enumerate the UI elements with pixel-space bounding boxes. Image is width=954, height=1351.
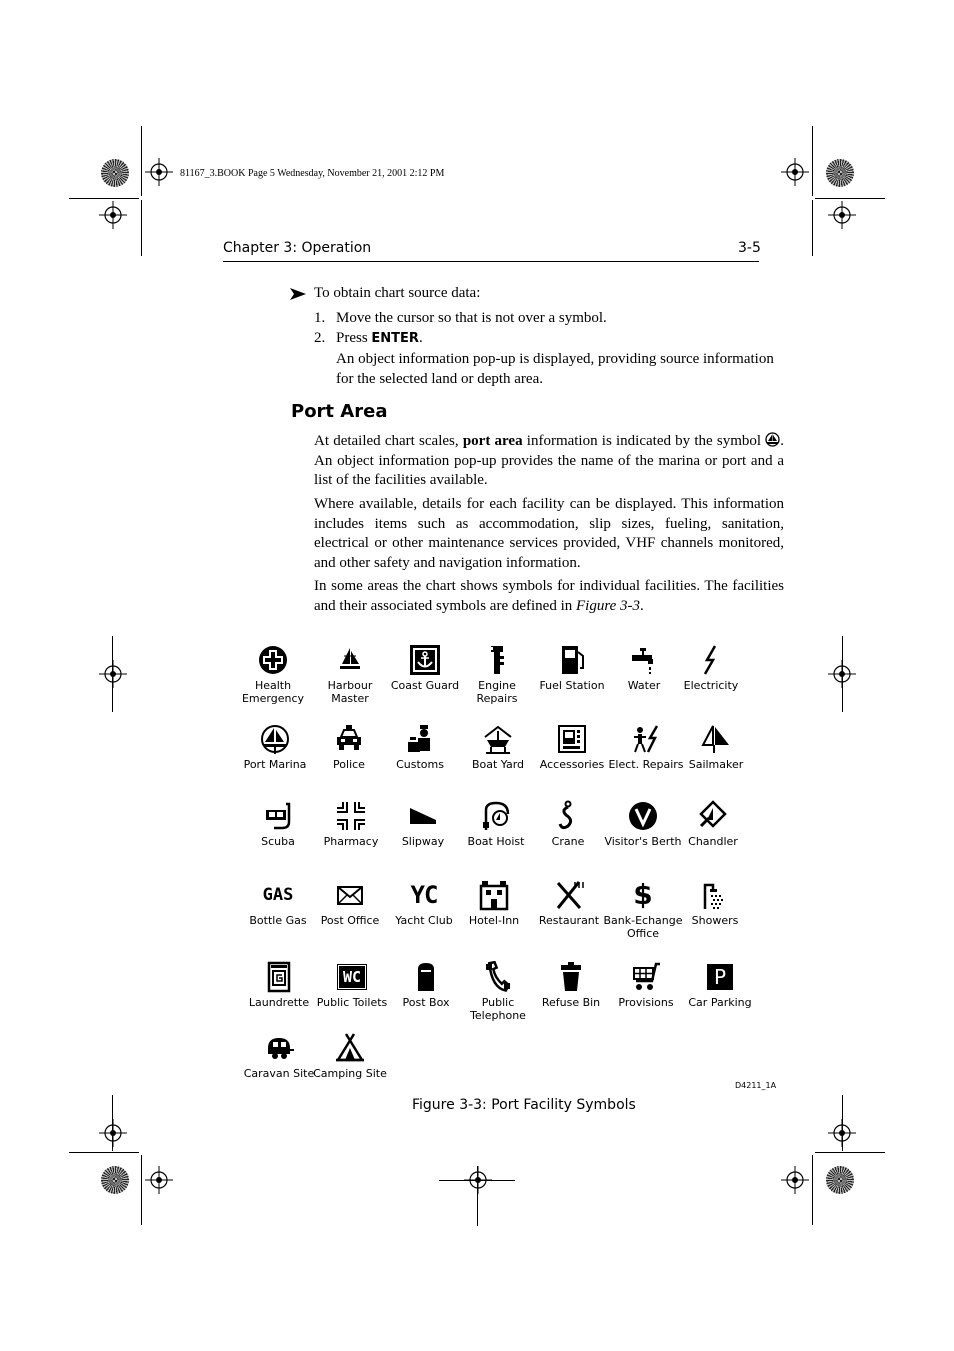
icon-label: Pharmacy: [323, 835, 379, 848]
section-title: Port Area: [291, 401, 388, 422]
icon-label: Accessories: [539, 758, 605, 771]
registration-mark-icon: [99, 1119, 127, 1147]
icon-label: Boat Hoist: [467, 835, 525, 848]
fuel-station-icon: [556, 644, 588, 676]
telephone-icon: [482, 961, 514, 993]
icon-label: Restaurant: [538, 914, 600, 927]
paragraph: [314, 577, 784, 616]
electrical-repairs-icon: [630, 723, 662, 755]
registration-mark-icon: [828, 660, 856, 688]
caravan-icon: [263, 1032, 295, 1064]
boat-hoist-icon: [480, 800, 512, 832]
icon-label: Water: [627, 679, 661, 692]
icon-label: Provisions: [618, 996, 674, 1009]
shopping-cart-icon: [630, 961, 662, 993]
step-text-suffix: .: [418, 330, 423, 346]
chandler-icon: [697, 800, 729, 832]
icon-label: Post Box: [402, 996, 450, 1009]
wc-glyph: WC: [339, 966, 365, 988]
sailmaker-icon: [700, 723, 732, 755]
washing-machine-icon: [263, 961, 295, 993]
icon-label: Yacht Club: [395, 914, 453, 927]
paragraph-text: In some areas the chart shows symbols for individual facilities. The facilities and their associated symbols are defined in: [314, 578, 784, 614]
registration-mark-icon: [145, 158, 173, 186]
color-dial-icon: [826, 159, 854, 187]
facility-sailmaker: [671, 723, 761, 771]
registration-mark-icon: [99, 201, 127, 229]
facility-electricity: [666, 644, 756, 692]
icon-label: Health Emergency: [241, 679, 305, 705]
facility-showers: [670, 879, 760, 927]
registration-mark-icon: [99, 660, 127, 688]
registration-mark-icon: [781, 158, 809, 186]
registration-mark-icon: [828, 201, 856, 229]
icon-label: Hotel-Inn: [468, 914, 520, 927]
icon-label: Fuel Station: [539, 679, 605, 692]
icon-label: Chandler: [688, 835, 738, 848]
tent-icon: [334, 1032, 366, 1064]
health-emergency-icon: [257, 644, 289, 676]
facility-camping-site: [305, 1032, 395, 1080]
facility-car-parking: [675, 961, 765, 1009]
icon-label: Car Parking: [688, 996, 752, 1009]
color-dial-icon: [101, 159, 129, 187]
shower-icon: [699, 879, 731, 911]
lightning-icon: [695, 644, 727, 676]
icon-label: Coast Guard: [390, 679, 460, 692]
icon-label: Public Toilets: [316, 996, 388, 1009]
yc-glyph-icon: YC: [410, 881, 438, 909]
refuse-bin-icon: [555, 961, 587, 993]
step-detail: An object information pop-up is displayed, providing source information for the selected land or depth area.: [336, 351, 774, 387]
figure-caption: Figure 3-3: Port Facility Symbols: [412, 1097, 636, 1113]
figure-code: D4211_1A: [735, 1081, 777, 1090]
harbour-master-icon: [334, 644, 366, 676]
paragraph-text: At detailed chart scales,: [314, 433, 459, 449]
pharmacy-cross-icon: [335, 800, 367, 832]
customs-officer-icon: [404, 723, 436, 755]
crane-hook-icon: [552, 800, 584, 832]
coast-guard-icon: [409, 644, 441, 676]
step-text: [336, 329, 423, 349]
figure-reference: Figure 3-3: [576, 597, 641, 614]
icon-label: Sailmaker: [688, 758, 744, 771]
bold-term: port area: [462, 433, 523, 449]
icon-label: Harbour Master: [327, 679, 373, 705]
parking-glyph: P: [707, 964, 733, 990]
engine-repairs-icon: [481, 644, 513, 676]
step-text-prefix: Press: [336, 330, 368, 346]
paragraph: [314, 432, 784, 491]
icon-label: Boat Yard: [471, 758, 525, 771]
icon-label: Port Marina: [243, 758, 307, 771]
registration-mark-icon: [145, 1166, 173, 1194]
step-number: 2.: [314, 330, 326, 346]
arrow-bullet-icon: [290, 288, 306, 300]
icon-label: Showers: [691, 914, 739, 927]
gas-glyph-icon: GAS: [262, 885, 294, 905]
icon-label: Scuba: [261, 835, 295, 848]
chapter-title: Chapter 3: Operation: [223, 240, 372, 256]
police-car-icon: [333, 723, 365, 755]
port-area-symbol-icon: [765, 432, 780, 447]
icon-label: Caravan Site: [243, 1067, 315, 1080]
icon-label: Post Office: [320, 914, 380, 927]
color-dial-icon: [826, 1166, 854, 1194]
step-number: 1.: [314, 310, 326, 326]
registration-mark-icon: [828, 1119, 856, 1147]
registration-line: [477, 1166, 478, 1226]
procedure-intro: To obtain chart source data:: [314, 285, 481, 301]
paragraph-text: information is indicated by the symbol: [526, 433, 762, 449]
paragraph-text: . An object information pop-up provides the name of the marina or port and a list of the facilities available.: [314, 433, 785, 488]
icon-label: Police: [333, 758, 365, 771]
water-tap-icon: [628, 644, 660, 676]
visitors-berth-icon: [627, 800, 659, 832]
step-text: Move the cursor so that is not over a symbol.: [336, 310, 607, 326]
icon-label: Refuse Bin: [541, 996, 601, 1009]
slipway-ramp-icon: [407, 800, 439, 832]
icon-label: Public Telephone: [470, 996, 526, 1022]
envelope-icon: [334, 879, 366, 911]
knife-fork-icon: [553, 879, 585, 911]
icon-label: Engine Repairs: [476, 679, 518, 705]
icon-label: Crane: [551, 835, 585, 848]
color-dial-icon: [101, 1166, 129, 1194]
page-number: 3-5: [738, 240, 761, 256]
accessories-icon: [556, 723, 588, 755]
paragraph-text: .: [640, 597, 644, 614]
icon-label: Electricity: [683, 679, 739, 692]
header-rule: [223, 261, 759, 262]
hotel-building-icon: [478, 879, 510, 911]
icon-label: Laundrette: [248, 996, 310, 1009]
facility-chandler: [668, 800, 758, 848]
port-marina-icon: [259, 723, 291, 755]
boat-yard-icon: [482, 723, 514, 755]
facility-customs: [375, 723, 465, 771]
icon-label: Camping Site: [313, 1067, 387, 1080]
post-box-icon: [410, 961, 442, 993]
key-name: ENTER: [371, 331, 419, 346]
scuba-mask-icon: [262, 800, 294, 832]
icon-label: Slipway: [401, 835, 445, 848]
registration-mark-icon: [781, 1166, 809, 1194]
icon-label: Elect. Repairs: [608, 758, 684, 771]
paragraph: Where available, details for each facility can be displayed. This information includes items such as accommodation, slip sizes, fueling, sanitation, electrical or other maintenance services provided, VHF channels monitored, and other safety and navigation information.: [314, 496, 784, 571]
icon-label: Customs: [396, 758, 444, 771]
icon-label: Bank-Echange Office: [603, 914, 683, 940]
icon-label: Bottle Gas: [249, 914, 307, 927]
parking-icon: [675, 961, 765, 993]
icon-label: Visitor's Berth: [604, 835, 682, 848]
print-info: 81167_3.BOOK Page 5 Wednesday, November 21, 2001 2:12 PM: [180, 168, 445, 179]
dollar-icon: $: [633, 878, 653, 911]
